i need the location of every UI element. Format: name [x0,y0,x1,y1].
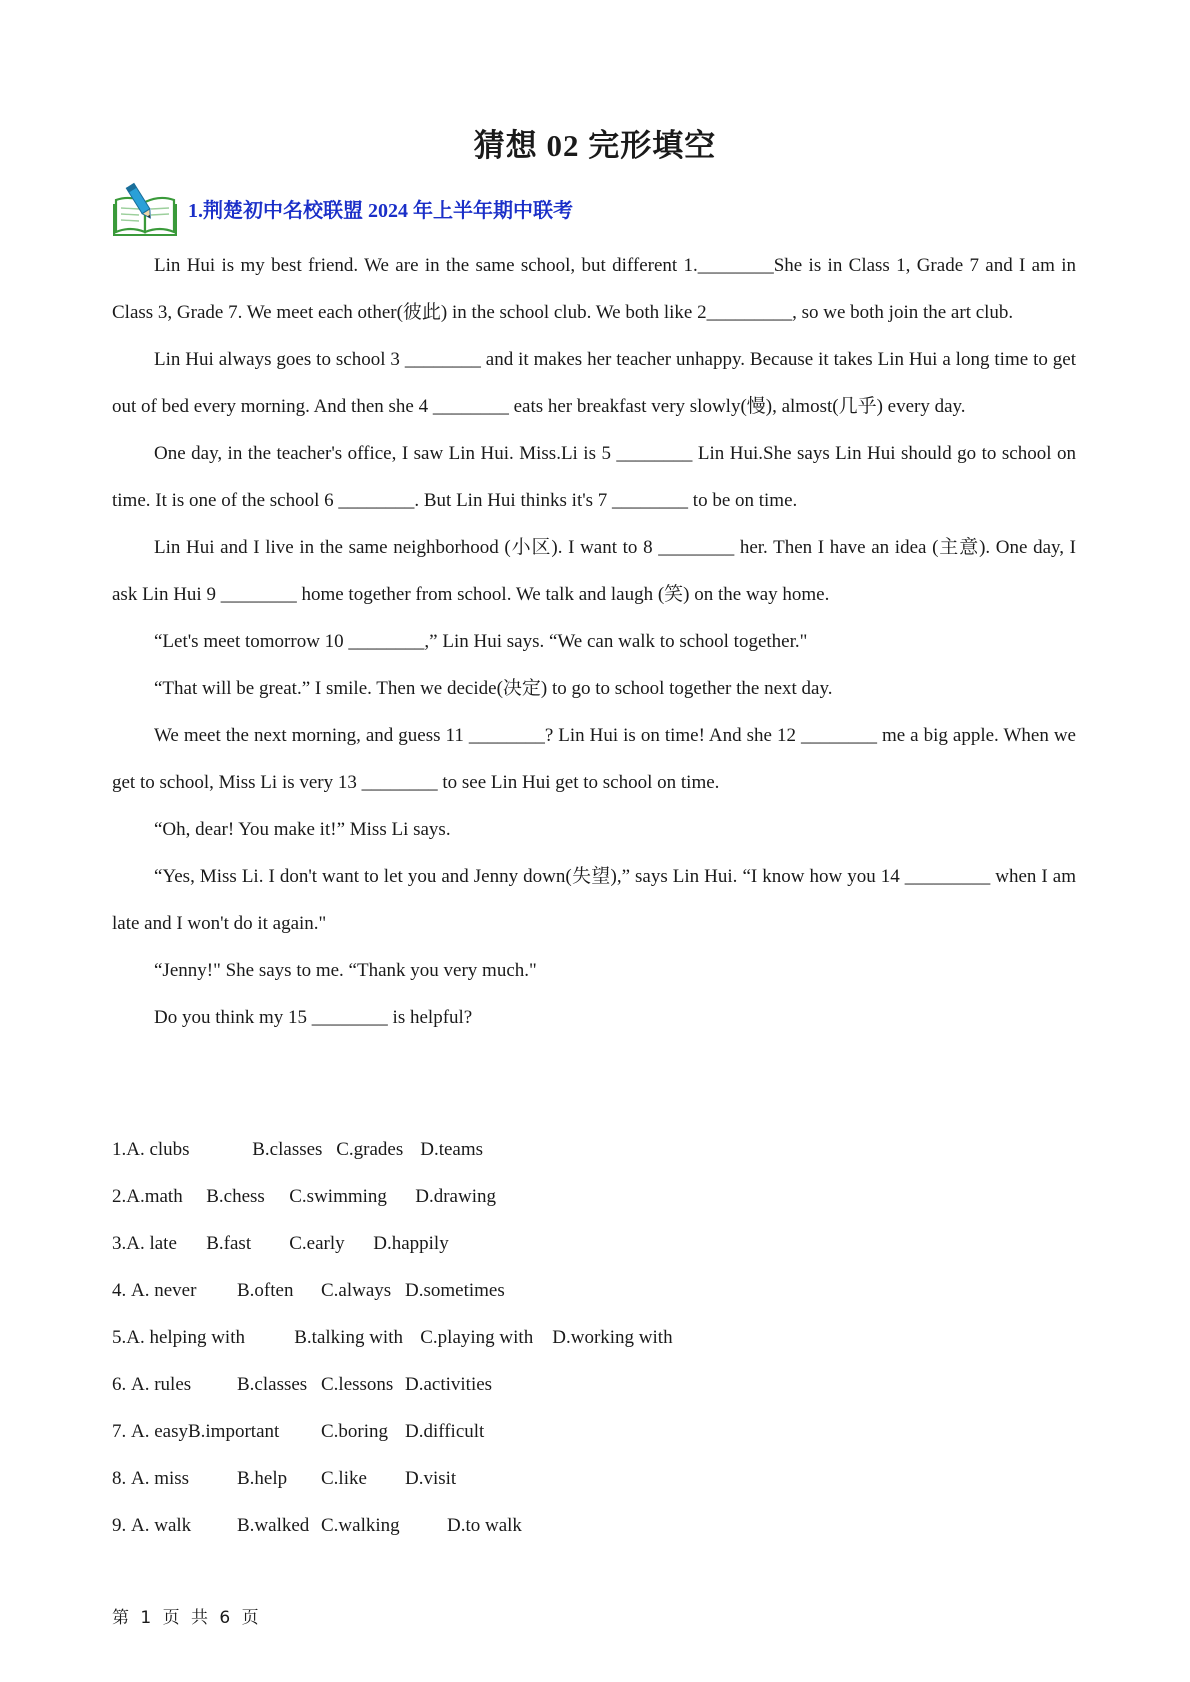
page-footer: 第 1 页 共 6 页 [112,1608,262,1628]
option-b: B.important [187,1421,280,1442]
option-b: B.help [237,1468,288,1489]
passage-paragraph: Lin Hui and I live in the same neighborhood (小区). I want to 8 ________ her. Then I have an idea (主意). One day, I ask Lin Hui 9 ________ home together from school. We talk and laugh (笑) on the way home. [112,537,1076,605]
option-c: C.walking [321,1515,400,1536]
passage-paragraph: “Yes, Miss Li. I don't want to let you and Jenny down(失望),” says Lin Hui. “I know how you 14 _________ when I am late and I won't do it again." [112,866,1076,934]
answer-options [112,1126,1076,1549]
option-b: B.classes [252,1139,323,1160]
book-pencil-icon [112,180,180,236]
option-a: A. helping with [126,1327,245,1348]
option-b: B.chess [206,1186,265,1207]
option-number: 9. [112,1515,131,1536]
option-d: D.sometimes [405,1280,505,1301]
option-d: D.drawing [415,1186,496,1207]
option-c: C.boring [320,1421,389,1442]
option-row [112,1455,1076,1502]
option-c: C.swimming [289,1186,387,1207]
option-d: D.to walk [447,1515,522,1536]
passage-paragraph: Lin Hui always goes to school 3 ________ and it makes her teacher unhappy. Because it takes Lin Hui a long time to get out of bed every morning. And then she 4 ________ eats her breakfast very slowly(慢), almost(几乎) every day. [112,349,1076,417]
option-number: 1. [112,1139,127,1160]
option-b: B.often [237,1280,294,1301]
option-c: C.grades [336,1139,404,1160]
option-number: 2. [112,1186,127,1207]
option-row [112,1220,1076,1267]
option-number: 3. [112,1233,127,1254]
option-a: A. late [126,1233,177,1254]
option-number: 6. [112,1374,131,1395]
option-c: C.lessons [321,1374,394,1395]
passage-paragraph: “Let's meet tomorrow 10 ________,” Lin Hui says. “We can walk to school together." [154,631,808,652]
option-a: A. never [131,1280,197,1301]
option-a: A. walk [131,1515,192,1536]
option-b: B.classes [237,1374,308,1395]
option-c: C.playing with [420,1327,534,1348]
page-title: 猜想 02 完形填空 [473,128,717,163]
passage-paragraph: “That will be great.” I smile. Then we decide(决定) to go to school together the next day. [154,678,833,699]
option-d: D.teams [420,1139,484,1160]
option-row [112,1408,1076,1455]
passage-paragraph: “Jenny!" She says to me. “Thank you very much." [154,960,537,981]
option-a: A. easy [131,1421,188,1442]
option-d: D.happily [373,1233,449,1254]
option-row [112,1314,1076,1361]
option-d: D.working with [552,1327,673,1348]
option-row [112,1361,1076,1408]
option-number: 5. [112,1327,127,1348]
passage-paragraph: Do you think my 15 ________ is helpful? [154,1007,473,1028]
option-number: 7. [112,1421,131,1442]
option-a: A. rules [131,1374,192,1395]
option-d: D.visit [405,1468,457,1489]
option-row [112,1173,1076,1220]
option-number: 4. [112,1280,131,1301]
option-b: B.talking with [294,1327,403,1348]
option-b: B.walked [237,1515,310,1536]
section-header [112,180,573,236]
option-c: C.always [321,1280,392,1301]
option-a: A.math [126,1186,183,1207]
passage-paragraph: “Oh, dear! You make it!” Miss Li says. [154,819,451,840]
option-d: D.difficult [404,1421,485,1442]
option-row [112,1267,1076,1314]
option-row [112,1502,1076,1549]
option-row [112,1126,1076,1173]
option-a: A. clubs [126,1139,190,1160]
option-number: 8. [112,1468,131,1489]
passage-paragraph: Lin Hui is my best friend. We are in the same school, but different 1.________She is in Class 1, Grade 7 and I am in Class 3, Grade 7. We meet each other(彼此) in the school club. We both like 2_________, so we both join the art club. [112,255,1076,323]
passage-paragraph: We meet the next morning, and guess 11 ________? Lin Hui is on time! And she 12 ________ me a big apple. When we get to school, Miss Li is very 13 ________ to see Lin Hui get to school on time. [112,725,1076,793]
option-c: C.early [289,1233,345,1254]
option-b: B.fast [206,1233,252,1254]
option-d: D.activities [405,1374,493,1395]
option-c: C.like [321,1468,367,1489]
option-a: A. miss [131,1468,190,1489]
section-title: 1.荆楚初中名校联盟 2024 年上半年期中联考 [188,199,573,222]
passage-paragraph: One day, in the teacher's office, I saw Lin Hui. Miss.Li is 5 ________ Lin Hui.She says Lin Hui should go to school on time. It is one of the school 6 ________. But Lin Hui thinks it's 7 ________ to be on time. [112,443,1076,511]
cloze-passage [112,242,1076,1041]
